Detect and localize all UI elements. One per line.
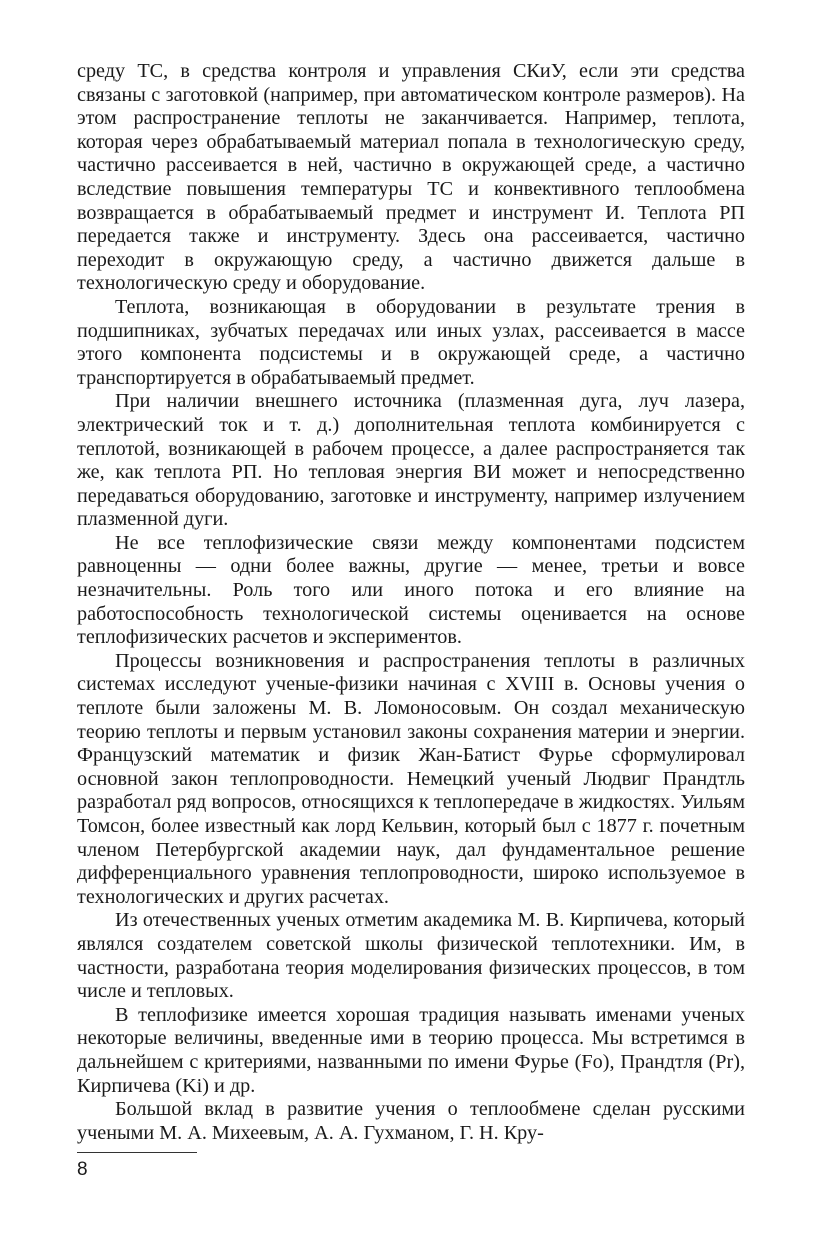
page-number: 8 xyxy=(77,1159,88,1180)
paragraph-7: В теплофизике имеется хорошая традиция называть именами ученых некоторые величины, введенные ими в теорию процесса. Мы встретимся в дальнейшем с критериями, названными по имени Фурье (Fo), Прандтля (Pr), Кирпичева (Ki) и др. xyxy=(77,1003,745,1097)
paragraph-4: Не все теплофизические связи между компонентами подсистем равноценны — одни более важны, другие — менее, третьи и вовсе незначительны. Роль того или иного потока и его влияние на работоспособность технологической системы оценивается на основе теплофизических расчетов и экспериментов. xyxy=(77,531,745,649)
paragraph-1: среду ТС, в средства контроля и управления СКиУ, если эти средства связаны с заготовкой (например, при автоматическом контроле размеров). На этом распространение теплоты не заканчивается. Например, теплота, которая через обрабатываемый материал попала в технологическую среду, частично рассеивается в ней, частично в окружающей среде, а частично вследствие повышения температуры ТС и конвективного теплообмена возвращается в обрабатываемый предмет и инструмент И. Теплота РП передается также и инструменту. Здесь она рассеивается, частично переходит в окружающую среду, а частично движется дальше в технологическую среду и оборудование. xyxy=(77,60,745,295)
paragraph-6: Из отечественных ученых отметим академика М. В. Кирпичева, который являлся создателем советской школы физической теплотехники. Им, в частности, разработана теория моделирования физических процессов, в том числе и тепловых. xyxy=(77,909,745,1003)
page-body xyxy=(77,60,745,1145)
paragraph-8: Большой вклад в развитие учения о теплообмене сделан русскими учеными М. А. Михеевым, А. А. Гухманом, Г. Н. Кру- xyxy=(77,1098,745,1144)
footnote-rule xyxy=(77,1152,197,1153)
paragraph-2: Теплота, возникающая в оборудовании в результате трения в подшипниках, зубчатых передачах или иных узлах, рассеивается в массе этого компонента подсистемы и в окружающей среде, а частично транспортируется в обрабатываемый предмет. xyxy=(77,295,745,389)
paragraph-5: Процессы возникновения и распространения теплоты в различных системах исследуют ученые-физики начиная с XVIII в. Основы учения о теплоте были заложены М. В. Ломоносовым. Он создал механическую теорию теплоты и первым установил законы сохранения материи и энергии. Французский математик и физик Жан-Батист Фурье сформулировал основной закон теплопроводности. Немецкий ученый Людвиг Прандтль разработал ряд вопросов, относящихся к теплопередаче в жидкостях. Уильям Томсон, более известный как лорд Кельвин, который был с 1877 г. почетным членом Петербургской академии наук, дал фундаментальное решение дифференциального уравнения теплопроводности, широко используемое в технологических и других расчетах. xyxy=(77,649,745,908)
paragraph-3: При наличии внешнего источника (плазменная дуга, луч лазера, электрический ток и т. д.) дополнительная теплота комбинируется с теплотой, возникающей в рабочем процессе, а далее распространяется так же, как теплота РП. Но тепловая энергия ВИ может и непосредственно передаваться оборудованию, заготовке и инструменту, например излучением плазменной дуги. xyxy=(77,390,745,531)
